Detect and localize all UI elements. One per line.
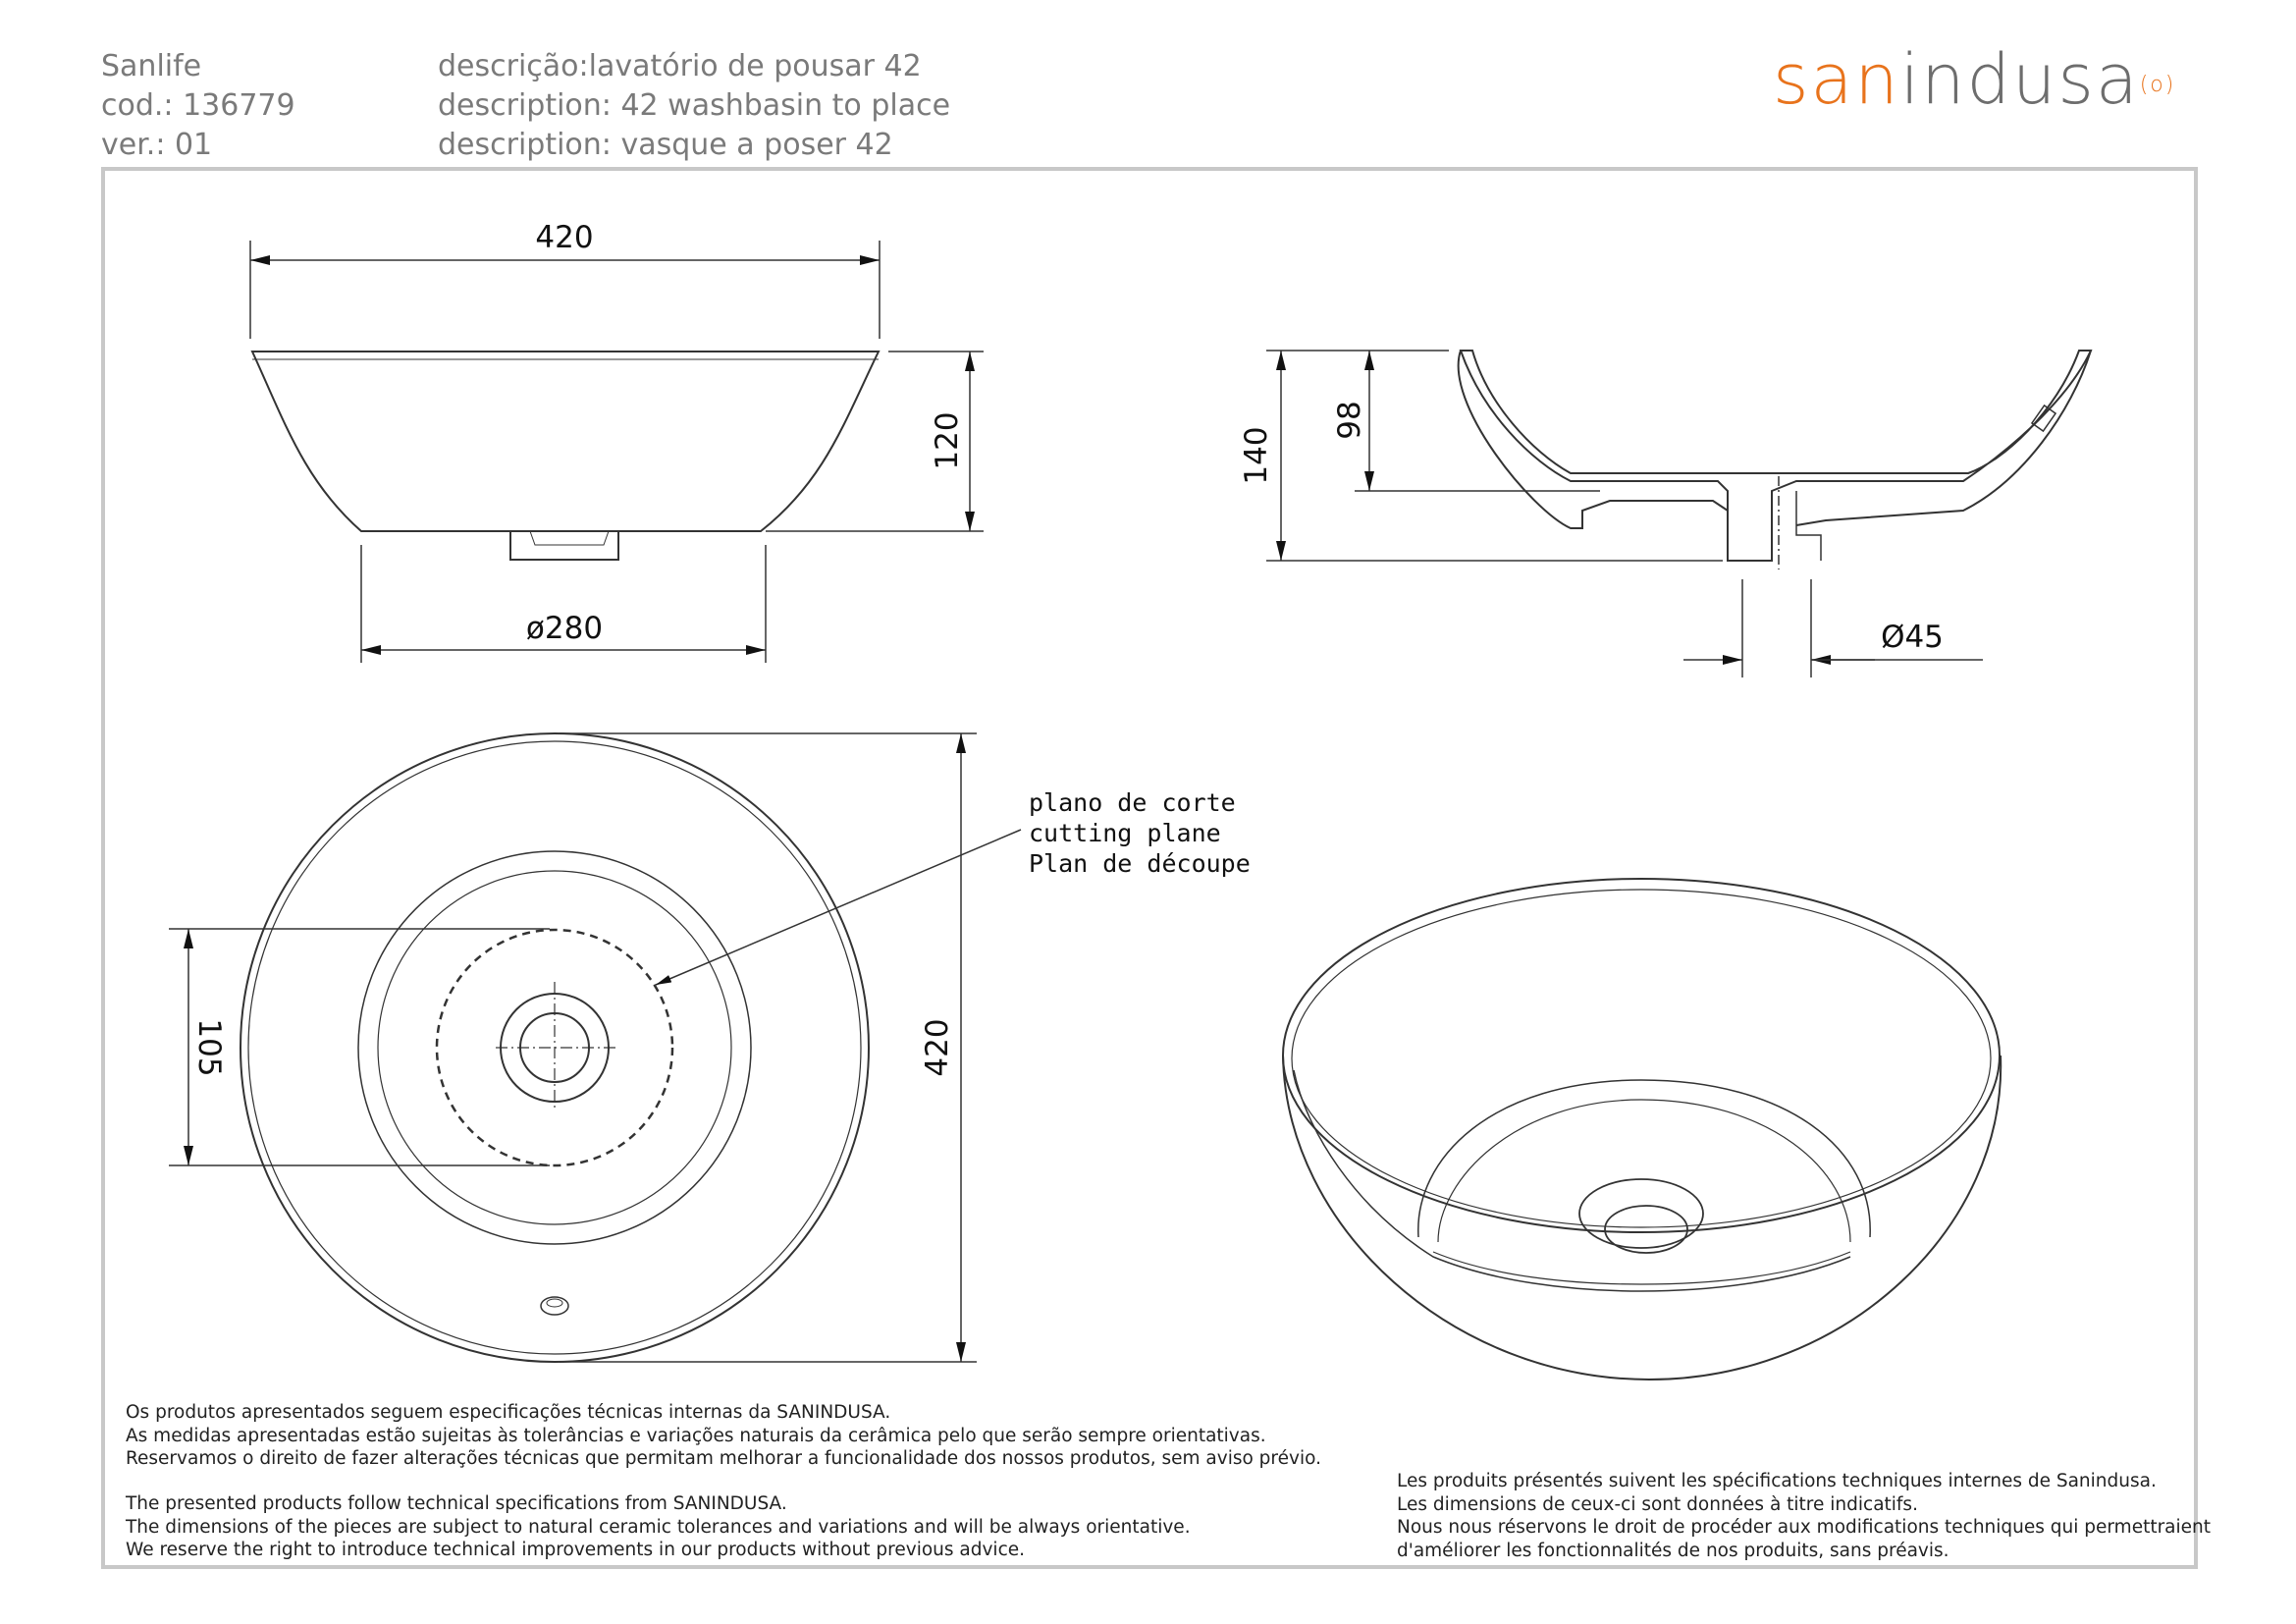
dim-section-inner-depth: 98 xyxy=(1332,401,1367,440)
footer-notes-en xyxy=(126,1492,1191,1562)
footer-line: The presented products follow technical specifications from SANINDUSA. xyxy=(126,1493,787,1514)
dim-cutting-circle: 105 xyxy=(191,1018,227,1077)
footer-line: We reserve the right to introduce technical improvements in our products without previous advice. xyxy=(126,1540,1026,1560)
product-name: Sanlife xyxy=(101,49,202,83)
note-pt: plano de corte xyxy=(1029,788,1236,817)
footer-notes-pt xyxy=(126,1401,1321,1471)
footer-line: d'améliorer les fonctionnalités de nos produits, sans préavis. xyxy=(1397,1540,1949,1561)
description-pt: descrição:lavatório de pousar 42 xyxy=(438,49,922,83)
dim-base-diameter: ø280 xyxy=(525,611,604,646)
footer-line: Os produtos apresentados seguem especificações técnicas internas da SANINDUSA. xyxy=(126,1402,891,1423)
logo-mark-icon: (o) xyxy=(2139,73,2176,97)
footer-line: The dimensions of the pieces are subject to natural ceramic tolerances and variations and will be always orientative. xyxy=(126,1516,1191,1538)
section-view xyxy=(1266,351,2091,677)
footer-line: Nous nous réservons le droit de procéder aux modifications techniques qui permettraient xyxy=(1397,1517,2212,1538)
front-view xyxy=(250,241,984,663)
dim-top-diameter: 420 xyxy=(920,1018,955,1077)
footer-line: Reservamos o direito de fazer alterações técnicas que permitam melhorar a funcionalidade dos nossos produtos, sem aviso prévio. xyxy=(126,1448,1321,1469)
footer-line: Les dimensions de ceux-ci sont données à titre indicatifs. xyxy=(1397,1493,1918,1515)
top-view xyxy=(169,733,1021,1362)
perspective-view xyxy=(1283,879,2001,1380)
dim-section-total-height: 140 xyxy=(1239,426,1274,485)
dim-drain-diameter: Ø45 xyxy=(1881,620,1944,655)
product-version: ver.: 01 xyxy=(101,128,213,162)
footer-line: As medidas apresentadas estão sujeitas às tolerâncias e variações naturais da cerâmica pelo que serão sempre orientativas. xyxy=(126,1425,1266,1446)
description-en: description: 42 washbasin to place xyxy=(438,88,951,123)
footer-notes-fr xyxy=(1397,1470,2211,1562)
cutting-plane-note xyxy=(1029,788,1251,878)
product-code: cod.: 136779 xyxy=(101,88,295,123)
description-fr: description: vasque a poser 42 xyxy=(438,128,893,162)
note-en: cutting plane xyxy=(1029,819,1221,847)
dim-front-width: 420 xyxy=(535,220,594,255)
sanindusa-logo: sanindusa$^{(o)}$ xyxy=(1773,39,2176,120)
dim-front-height: 120 xyxy=(930,411,965,470)
note-fr: Plan de découpe xyxy=(1029,849,1251,878)
footer-line: Les produits présentés suivent les spécifications techniques internes de Sanindusa. xyxy=(1397,1471,2157,1491)
